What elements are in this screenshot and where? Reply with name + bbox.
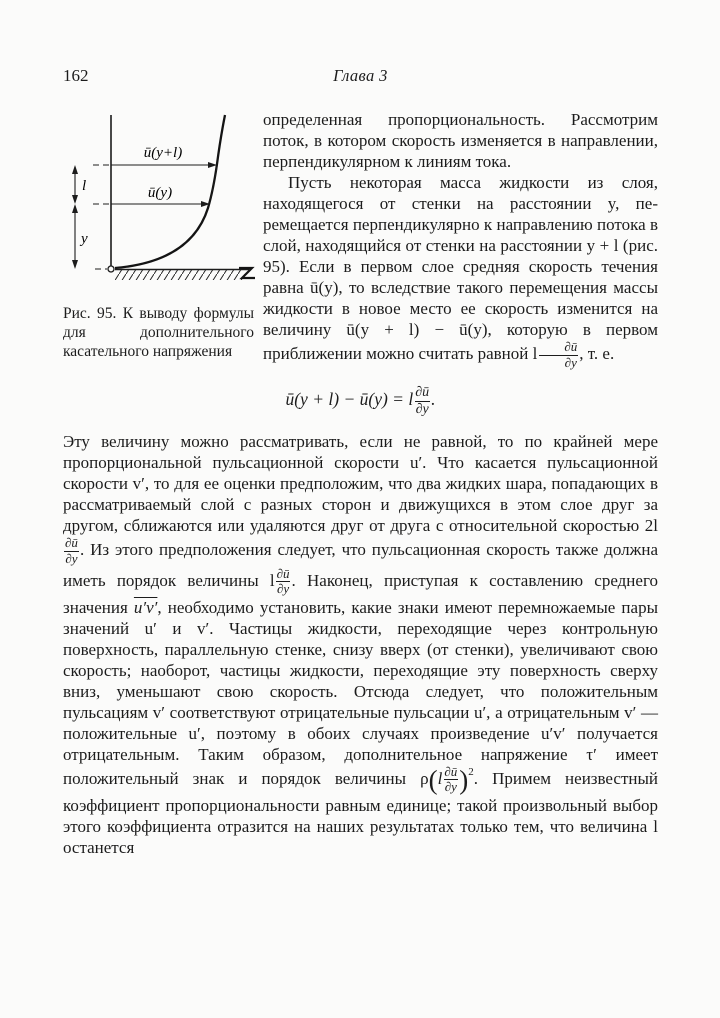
fraction-du-dy xyxy=(414,385,430,417)
fraction-du-dy xyxy=(64,536,79,566)
text-run: Эту величину можно рассматривать, если не равной, то по крайней мере пропорциональной пульсационной скорости u′. Что касается пульсационной скорости v′, то для ее оценки предположим, что два жидких шара, попадающих в рассматриваемый слой с разных сторон и движущихся в этом слое друг за другом, сближаются или удаляются друг от друга с относительной скоростью 2l xyxy=(63,432,658,536)
figure-block xyxy=(63,109,263,361)
fraction-numerator: ∂ū xyxy=(65,535,78,551)
text-run: , т. е. xyxy=(579,343,615,363)
label-u-y: ū(y) xyxy=(147,185,173,201)
mean-uv-overline: u′v′ xyxy=(133,597,158,617)
exponent-2: 2 xyxy=(468,765,474,778)
page-body xyxy=(63,109,658,858)
fraction-numerator: ∂ū xyxy=(415,385,430,401)
label-dim-y: y xyxy=(81,231,88,247)
ell-symbol: l xyxy=(437,768,443,788)
figure-velocity-profile xyxy=(63,109,259,295)
text-run: . Из этого предположения следует, что пульсационная скорость также должна иметь порядок величины l xyxy=(63,540,658,590)
text-run: Пусть некоторая масса жидкости из слоя, находящегося от стенки на расстоянии y, перемещается перпендикулярно к направлению потока в слой, находящийся от стенки на расстоянии y + l (рис. 95). Если в первом слое средняя скорость течения равна ū(y), то вследствие такого перемещения массы жидкости в новое место ее скорость изменится на величину ū(y + l) − ū(y), которую в первом приближении можно считать равной l xyxy=(263,173,658,363)
fraction-du-dy xyxy=(276,567,291,597)
text-run: . Наконец, приступая к составлению среднего значения xyxy=(63,570,659,617)
fraction-denominator: ∂y xyxy=(539,355,578,371)
fraction-denominator: ∂y xyxy=(415,401,429,417)
wall-origin-point xyxy=(108,266,114,272)
fraction-numerator: ∂ū xyxy=(564,339,578,354)
equation-lhs: ū(y + l) − ū(y) = l xyxy=(285,389,414,410)
fraction-du-dy xyxy=(443,765,458,795)
figure-caption: Рис. 95. К выводу формулы для дополнительного касательного напряжения xyxy=(63,305,254,360)
page-header xyxy=(63,66,658,88)
big-paren-open: ( xyxy=(428,764,438,795)
wall-hatching xyxy=(115,270,245,280)
fraction-du-dy xyxy=(538,340,578,370)
display-equation xyxy=(63,385,658,417)
fraction-denominator: ∂y xyxy=(444,779,457,795)
dimension-y xyxy=(72,204,78,269)
text-run: , необходимо установить, какие знаки имеют перемножаемые пары значений u′ и v′. Частицы жидкости, переходящие через контрольную поверхность, параллельную стенке, снизу вверх (от стенки), увеличивают свою скорость; наоборот, частицы жидкости, переходящие эту поверхность сверху вниз, уменьшают свою скорость. Отсюда следует, что положительным пульсациям v′ соответствуют отрицательные пульсации u′, а отрицательным v′ — положительные u′, поэтому в обоих случаях произведение u′v′ получается отрицательным. Таким образом, дополнительное напряжение τ′ имеет положительный знак и порядок величины ρ xyxy=(63,597,658,788)
velocity-arrow-upper xyxy=(111,162,217,168)
fraction-denominator: ∂y xyxy=(276,581,290,597)
fraction-denominator: ∂y xyxy=(65,550,78,566)
label-u-y-plus-l: ū(y+l) xyxy=(143,145,183,161)
equation-period: . xyxy=(431,389,436,410)
fraction-numerator: ∂ū xyxy=(276,565,290,581)
big-paren-close: ) xyxy=(459,764,469,795)
page-number: 162 xyxy=(63,66,89,85)
velocity-arrow-lower xyxy=(111,201,210,207)
dimension-l xyxy=(72,165,78,204)
text-run: определенная пропорциональность. Рассмотрим поток, в котором скорость изменяется в направлении, перпендикулярном к линиям тока. xyxy=(263,110,658,171)
label-dim-l: l xyxy=(82,178,87,194)
squared-term xyxy=(428,763,474,795)
paragraph-3 xyxy=(63,431,658,857)
chapter-title: Глава 3 xyxy=(333,66,388,85)
text-run: . Примем неизвестный коэффициент пропорциональности равным единице; такой произвольный выбор этого коэффициента отразится на наших результатах только тем, что величина l останется xyxy=(63,768,658,857)
fraction-numerator: ∂ū xyxy=(444,763,458,779)
